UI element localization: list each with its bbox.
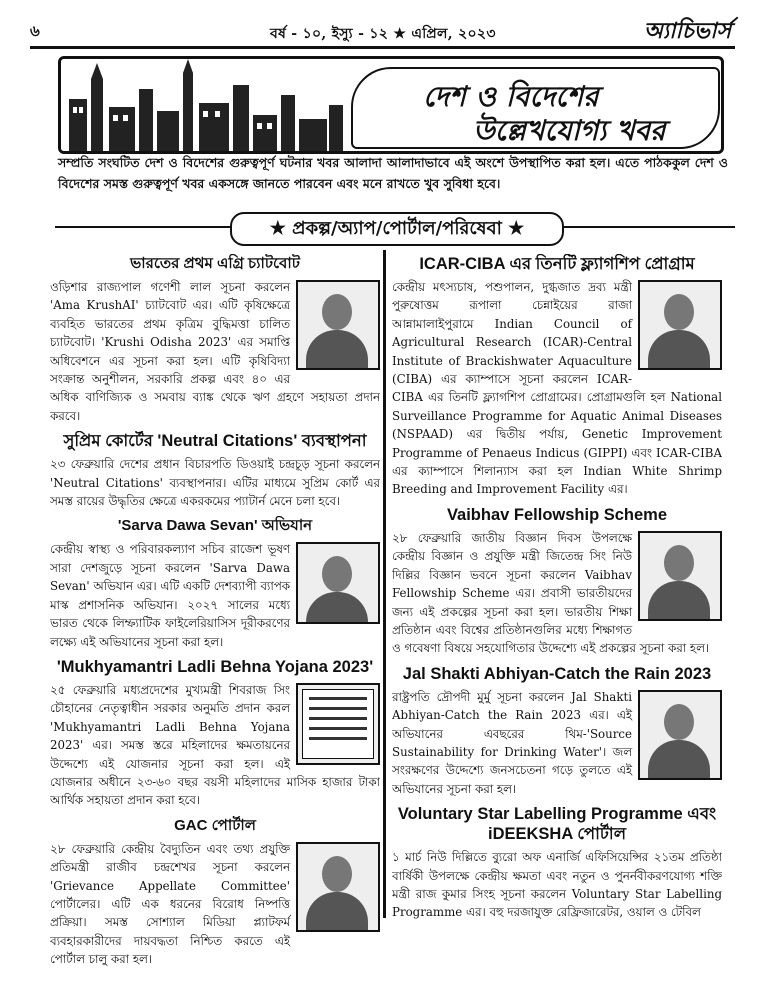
article-jal-shakti (392, 664, 722, 798)
article-vaibhav-fellowship (392, 505, 722, 658)
article-title: Vaibhav Fellowship Scheme (446, 505, 668, 524)
header-rule (30, 46, 735, 49)
article-ladli-behna (50, 657, 380, 810)
scheme-poster-image (296, 683, 380, 765)
banner-title-line2: উল্লেখযোগ্য খবর (473, 114, 666, 147)
page-header (30, 14, 735, 44)
right-column (392, 254, 722, 928)
article-title: Jal Shakti Abhiyan-Catch the Rain 2023 (402, 664, 712, 683)
article-body: ২৩ ফেব্রুয়ারি দেশের প্রধান বিচারপতি ডিওয়াই চন্দ্রচূড় সূচনা করলেন 'Neutral Citations' ব্যবস্থাপনার। এটির মাধ্যমে সুপ্রিম কোর্ট এর সমস্ত রায়ের উদ্ধৃতির ক্ষেত্রে একরকমের প্যাটার্ন মেনে চলা হবে। (50, 457, 380, 509)
article-body: কেন্দ্রীয় মৎস্যচাষ, পশুপালন, দুগ্ধজাত দ্রব্য মন্ত্রী পুরুষোত্তম রূপালা চেন্নাইয়ের রাজা আন্নামালাইপুরামে Indian Council of Agricultural Research (ICAR)-Central Institute of Brackishwater Aquaculture (CIBA) এর ক্যাম্পাসে সূচনা করলেন ICAR-CIBA এর তিনটি ফ্ল্যাগশিপ প্রোগ্রামের। প্রোগ্রামগুলি হল National Surveillance Programme for Aquatic Animal Diseases (NSPAAD) এর দ্বিতীয় পর্যায়, Genetic Improvement Programme of Penaeus Indicus (GIPPI) এবং ICAR-CIBA এর ক্যাম্পাসে শিলান্যাস করা হল Indian White Shrimp Breeding and Improvement Facility এর। (392, 280, 722, 497)
article-title: Voluntary Star Labelling Programme এবং iDEEKSHA পোর্টাল (397, 805, 717, 844)
article-body: ২৫ ফেব্রুয়ারি মধ্যপ্রদেশের মুখ্যমন্ত্রী শিবরাজ সিং চৌহানের নেতৃত্বাধীন সরকার অনুমতি প্রদান করল 'Mukhyamantri Ladli Behna Yojana 2023' এর। সমস্ত স্তরে মহিলাদের ক্ষমতায়নের উদ্দেশ্যে এই যোজনার সূচনা করা হল। এই যোজনার অধীনে ২৩-৬০ বছর বয়সী মহিলাদের মাসিক হাজার টাকা আর্থিক সহায়তা প্রদান করা হবে। (50, 682, 380, 808)
article-star-labelling (392, 804, 722, 922)
portrait-photo (296, 280, 380, 370)
article-body: ১ মার্চ নিউ দিল্লিতে ব্যুরো অফ এনার্জি এফিসিয়েন্সির ২১তম প্রতিষ্ঠা বার্ষিকী উপলক্ষে কেন্দ্রীয় ক্ষমতা এবং নতুন ও পুনর্নবীকরণযোগ্য শক্তি মন্ত্রী রাজ কুমার সিংহ সূচনা করলেন Voluntary Star Labelling Programme এর। বহু দরজাযুক্ত রেফ্রিজারেটর, ওয়াল ও টেবিল (392, 850, 722, 920)
article-body: রাষ্ট্রপতি দ্রৌপদী মুর্মু সূচনা করলেন Jal Shakti Abhiyan-Catch the Rain 2023 এর। এই অভিযানের এবছরের থিম-'Source Sustainability for Drinking Water'। জল সংরক্ষণের উদ্দেশ্যে জনসচেতনা গড়ে তুলতে এই অভিযানের সূচনা করা হল। (392, 689, 632, 796)
issue-info: বর্ষ - ১০, ইস্যু - ১২ ★ এপ্রিল, ২০২৩ (270, 26, 496, 42)
column-divider (383, 250, 386, 918)
portrait-photo (296, 842, 380, 932)
portrait-photo (296, 542, 380, 624)
section-title: ★ প্রকল্প/অ্যাপ/পোর্টাল/পরিষেবা ★ (230, 212, 564, 246)
portrait-photo (638, 690, 722, 780)
page-number: ৬ (30, 22, 40, 40)
article-body: কেন্দ্রীয় স্বাস্থ্য ও পরিবারকল্যাণ সচিব রাজেশ ভূষণ সারা দেশজুড়ে সূচনা করলেন 'Sarva Dawa Sevan' অভিযান এর। এটি একটি দেশব্যাপী ব্যাপক মাস্ক প্রশাসনিক অভিযান। ২০২৭ সালের মধ্যে ভারত থেকে লিম্ফ্যাটিক ফাইলেরিয়াসিস দূরীকরণের লক্ষ্যে এই অভিযানের সূচনা করা হল। (50, 542, 290, 649)
article-title: ভারতের প্রথম এগ্রি চ্যাটবোট (130, 255, 300, 272)
article-title: ICAR-CIBA এর তিনটি ফ্ল্যাগশিপ প্রোগ্রাম (419, 255, 695, 273)
article-title: সুপ্রিম কোর্টের 'Neutral Citations' ব্যবস্থাপনা (63, 432, 367, 451)
article-body: ২৮ ফেব্রুয়ারি জাতীয় বিজ্ঞান দিবস উপলক্ষে কেন্দ্রীয় বিজ্ঞান ও প্রযুক্তি মন্ত্রী জিতেন্দ্র সিং নিউ দিল্লির বিজ্ঞান ভবনে সূচনা করলেন Vaibhav Fellowship Scheme এর। প্রবাসী ভারতীয়দের জন্য এই প্রকল্পের সূচনা করা হল। ভারতীয় শিক্ষা প্রতিষ্ঠান এবং বিশ্বের প্রতিষ্ঠানগুলির মধ্যে শিক্ষাগত ও গবেষণা বিষয়ে সহযোগিতার উদ্দেশ্যে এই প্রকল্পের সূচনা করা হল। (392, 530, 710, 656)
article-icar-ciba (392, 254, 722, 499)
article-sarva-dawa-sevan (50, 516, 380, 650)
article-title: GAC পোর্টাল (174, 816, 256, 834)
portrait-photo (638, 280, 722, 370)
article-neutral-citations (50, 431, 380, 510)
banner-title-scroll (351, 67, 720, 149)
intro-paragraph: সম্প্রতি সংঘটিত দেশ ও বিদেশের গুরুত্বপূর্ণ ঘটনার খবর আলাদা আলাদাভাবে এই অংশে উপস্থাপিত করা হল। এতে পাঠককুল দেশ ও বিদেশের সমস্ত গুরুত্বপূর্ণ খবর একসঙ্গে জানতে পারবেন এবং মনে রাখতে খুব সুবিধা হবে। (58, 155, 728, 191)
article-body: ওড়িশার রাজ্যপাল গণেশী লাল সূচনা করলেন 'Ama KrushAI' চ্যাটবোট এর। এটি কৃষিক্ষেত্রে ব্যবহিত ভারতের প্রথম কৃত্রিম বুদ্ধিমত্তা চালিত চ্যাটবোট। 'Krushi Odisha 2023' এর সমাপ্তি অধিবেশনে এর সূচনা করা হল। এটি কৃষিবিদ্যা সংক্রান্ত অনুশীলন, সরকারি প্রকল্প এবং ৪০ এর অধিক বাণিজ্যিক ও সমবায় ব্যাঙ্ক থেকে ঋণ গ্রহণে সহায়তা প্রদান করবে। (50, 280, 380, 423)
magazine-logo: অ্যাচিভার্স (643, 18, 731, 44)
article-title: 'Mukhyamantri Ladli Behna Yojana 2023' (56, 657, 374, 676)
article-title: 'Sarva Dawa Sevan' অভিযান (117, 517, 313, 535)
article-agri-chatbot (50, 254, 380, 425)
article-body: ২৮ ফেব্রুয়ারি কেন্দ্রীয় বৈদ্যুতিন এবং তথ্য প্রযুক্তি প্রতিমন্ত্রী রাজীব চন্দ্রশেখর সূচনা করলেন 'Grievance Appellate Committee' পোর্টালের। এটি এক ধরনের বিরোধ নিষ্পত্তি প্রক্রিয়া। সমস্ত সোশ্যাল মিডিয়া প্ল্যাটফর্ম ব্যবহারকারীদের দায়বদ্ধতা নিশ্চিত করতে এই পোর্টাল চালু করা হল। (50, 841, 290, 967)
banner-title-line1: দেশ ও বিদেশের (423, 80, 599, 113)
portrait-photo (638, 531, 722, 621)
article-gac-portal (50, 816, 380, 969)
left-column (50, 254, 380, 975)
news-banner (58, 56, 724, 154)
city-skyline-illustration (61, 59, 361, 151)
